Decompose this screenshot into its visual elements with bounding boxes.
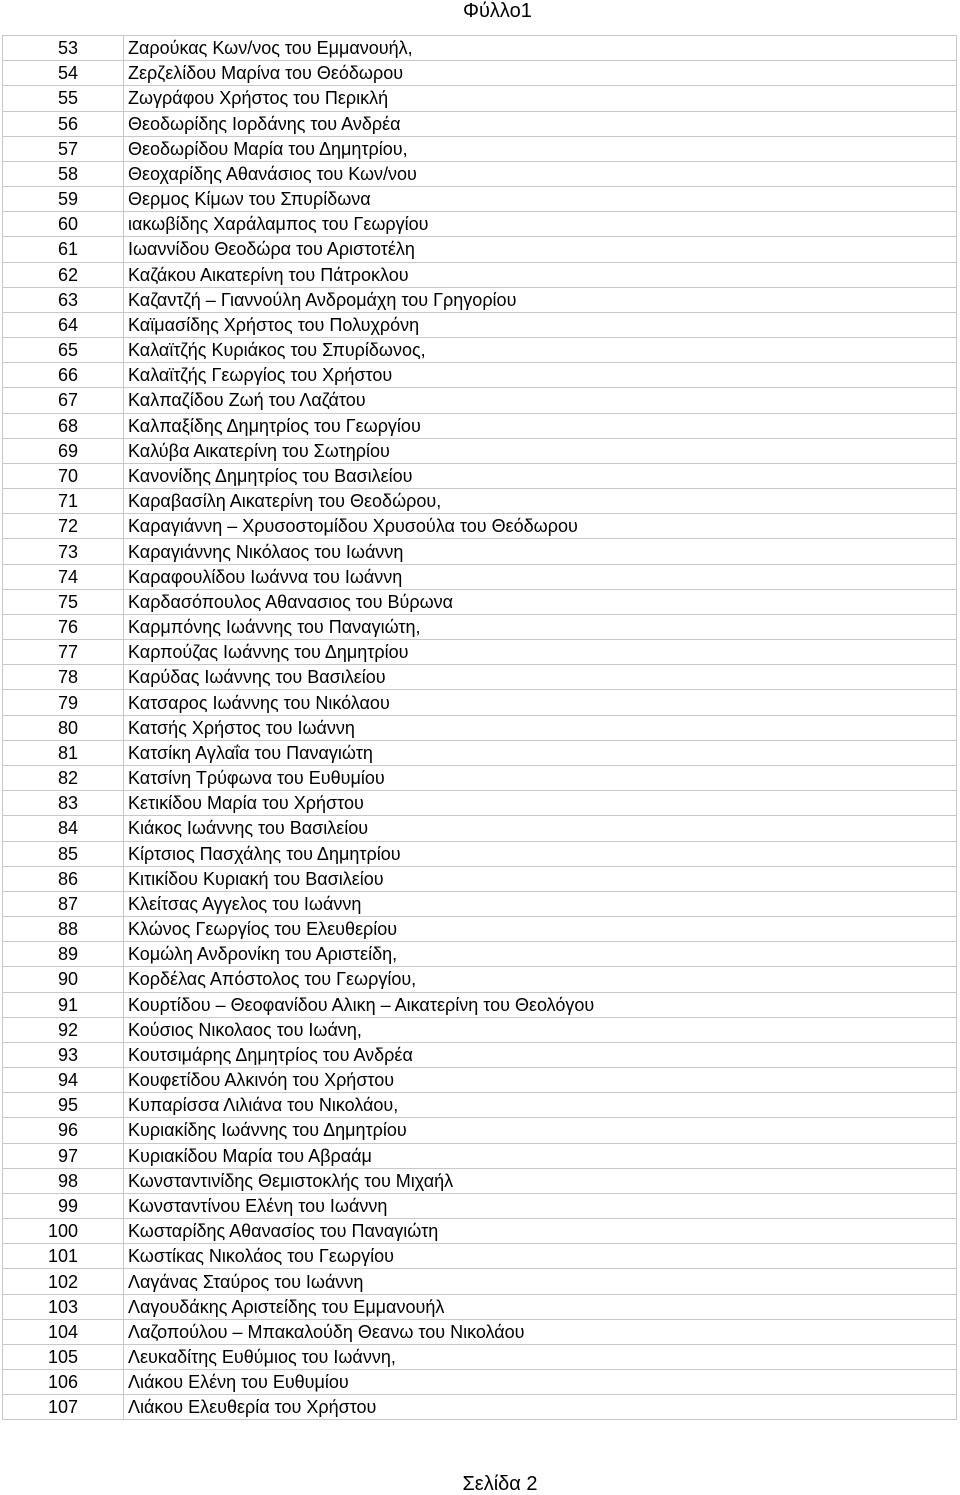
row-name-cell[interactable]: Καϊμασίδης Χρήστος του Πολυχρόνη (124, 312, 957, 337)
row-number-cell[interactable]: 63 (3, 287, 124, 312)
row-number-cell[interactable]: 69 (3, 438, 124, 463)
row-number-cell[interactable]: 84 (3, 816, 124, 841)
row-name-cell[interactable]: Καλύβα Αικατερίνη του Σωτηρίου (124, 438, 957, 463)
row-number-cell[interactable]: 83 (3, 791, 124, 816)
row-number-cell[interactable]: 99 (3, 1193, 124, 1218)
row-name-cell[interactable]: Καραβασίλη Αικατερίνη του Θεοδώρου, (124, 489, 957, 514)
row-name-cell[interactable]: Λιάκου Ελευθερία του Χρήστου (124, 1395, 957, 1420)
row-name-cell[interactable]: Ζαρούκας Κων/νος του Εμμανουήλ, (124, 36, 957, 61)
table-row (3, 136, 957, 161)
row-number-cell[interactable]: 82 (3, 765, 124, 790)
row-name-cell[interactable]: ιακωβίδης Χαράλαμπος του Γεωργίου (124, 212, 957, 237)
row-name-cell[interactable]: Κατσίκη Αγλαΐα του Παναγιώτη (124, 740, 957, 765)
row-number-cell[interactable]: 73 (3, 539, 124, 564)
row-name-cell[interactable]: Κλώνος Γεωργίος του Ελευθερίου (124, 917, 957, 942)
table-row (3, 740, 957, 765)
row-number-cell[interactable]: 76 (3, 614, 124, 639)
row-number-cell[interactable]: 70 (3, 463, 124, 488)
row-number-cell[interactable]: 93 (3, 1042, 124, 1067)
row-name-cell[interactable]: Καρδασόπουλος Αθανασιος του Βύρωνα (124, 589, 957, 614)
row-number-cell[interactable]: 66 (3, 363, 124, 388)
table-row (3, 791, 957, 816)
row-name-cell[interactable]: Καζάκου Αικατερίνη του Πάτροκλου (124, 262, 957, 287)
row-name-cell[interactable]: Κουφετίδου Αλκινόη του Χρήστου (124, 1068, 957, 1093)
table-row (3, 992, 957, 1017)
table-row (3, 111, 957, 136)
table-row (3, 1319, 957, 1344)
table-row (3, 1017, 957, 1042)
sheet-name: Φύλλο1 (463, 0, 532, 22)
row-number-cell[interactable]: 65 (3, 338, 124, 363)
row-number-cell[interactable]: 105 (3, 1344, 124, 1369)
row-name-cell[interactable]: Κομώλη Ανδρονίκη του Αριστείδη, (124, 942, 957, 967)
table-row (3, 413, 957, 438)
row-number-cell[interactable]: 103 (3, 1294, 124, 1319)
row-number-cell[interactable]: 94 (3, 1068, 124, 1093)
row-name-cell[interactable]: Καλπαξίδης Δημητρίος του Γεωργίου (124, 413, 957, 438)
table-row (3, 589, 957, 614)
row-number-cell[interactable]: 100 (3, 1219, 124, 1244)
row-number-cell[interactable]: 62 (3, 262, 124, 287)
table-row (3, 187, 957, 212)
table-row (3, 715, 957, 740)
table-row (3, 564, 957, 589)
row-name-cell[interactable]: Ιωαννίδου Θεοδώρα του Αριστοτέλη (124, 237, 957, 262)
row-name-cell[interactable]: Κουτσιμάρης Δημητρίος του Ανδρέα (124, 1042, 957, 1067)
row-number-cell[interactable]: 74 (3, 564, 124, 589)
table-row (3, 1143, 957, 1168)
table-row (3, 1193, 957, 1218)
row-number-cell[interactable]: 79 (3, 690, 124, 715)
row-name-cell[interactable]: Λαζοπούλου – Μπακαλούδη Θεανω του Νικολάου (124, 1319, 957, 1344)
row-number-cell[interactable]: 104 (3, 1319, 124, 1344)
table-row (3, 287, 957, 312)
row-name-cell[interactable]: Ζωγράφου Χρήστος του Περικλή (124, 86, 957, 111)
row-name-cell[interactable]: Θεοδωρίδης Ιορδάνης του Ανδρέα (124, 111, 957, 136)
table-row (3, 1395, 957, 1420)
row-number-cell[interactable]: 58 (3, 161, 124, 186)
row-number-cell[interactable]: 95 (3, 1093, 124, 1118)
row-name-cell[interactable]: Κιτικίδου Κυριακή του Βασιλείου (124, 866, 957, 891)
row-name-cell[interactable]: Κιάκος Ιωάννης του Βασιλείου (124, 816, 957, 841)
table-row (3, 514, 957, 539)
table-row (3, 61, 957, 86)
row-number-cell[interactable]: 89 (3, 942, 124, 967)
row-number-cell[interactable]: 81 (3, 740, 124, 765)
row-number-cell[interactable]: 59 (3, 187, 124, 212)
row-number-cell[interactable]: 106 (3, 1370, 124, 1395)
row-name-cell[interactable]: Κωστίκας Νικολάος του Γεωργίου (124, 1244, 957, 1269)
row-name-cell[interactable]: Κορδέλας Απόστολος του Γεωργίου, (124, 967, 957, 992)
table-row (3, 262, 957, 287)
table-row (3, 463, 957, 488)
row-name-cell[interactable]: Καρμπόνης Ιωάννης του Παναγιώτη, (124, 614, 957, 639)
row-name-cell[interactable]: Κουρτίδου – Θεοφανίδου Αλικη – Αικατερίνη του Θεολόγου (124, 992, 957, 1017)
row-number-cell[interactable]: 85 (3, 841, 124, 866)
table-row (3, 816, 957, 841)
row-number-cell[interactable]: 86 (3, 866, 124, 891)
table-row (3, 1042, 957, 1067)
row-number-cell[interactable]: 97 (3, 1143, 124, 1168)
table-row (3, 161, 957, 186)
row-name-cell[interactable]: Ζερζελίδου Μαρίνα του Θεόδωρου (124, 61, 957, 86)
row-name-cell[interactable]: Κούσιος Νικολαος του Ιωάνη, (124, 1017, 957, 1042)
row-name-cell[interactable]: Κατσής Χρήστος του Ιωάννη (124, 715, 957, 740)
table-row (3, 967, 957, 992)
row-number-cell[interactable]: 75 (3, 589, 124, 614)
row-name-cell[interactable]: Θεοδωρίδου Μαρία του Δημητρίου, (124, 136, 957, 161)
table-row (3, 942, 957, 967)
row-name-cell[interactable]: Καραγιάννη – Χρυσοστομίδου Χρυσούλα του Θεόδωρου (124, 514, 957, 539)
row-number-cell[interactable]: 78 (3, 665, 124, 690)
row-name-cell[interactable]: Κυπαρίσσα Λιλιάνα του Νικολάου, (124, 1093, 957, 1118)
table-row (3, 765, 957, 790)
row-name-cell[interactable]: Καρύδας Ιωάννης του Βασιλείου (124, 665, 957, 690)
row-number-cell[interactable]: 54 (3, 61, 124, 86)
row-number-cell[interactable]: 60 (3, 212, 124, 237)
row-number-cell[interactable]: 56 (3, 111, 124, 136)
row-name-cell[interactable]: Καλαϊτζής Γεωργίος του Χρήστου (124, 363, 957, 388)
row-name-cell[interactable]: Κυριακίδου Μαρία του Αβραάμ (124, 1143, 957, 1168)
table-row (3, 1093, 957, 1118)
table-row (3, 312, 957, 337)
row-number-cell[interactable]: 77 (3, 640, 124, 665)
row-name-cell[interactable]: Λιάκου Ελένη του Ευθυμίου (124, 1370, 957, 1395)
row-number-cell[interactable]: 71 (3, 489, 124, 514)
row-number-cell[interactable]: 64 (3, 312, 124, 337)
row-name-cell[interactable]: Λαγουδάκης Αριστείδης του Εμμανουήλ (124, 1294, 957, 1319)
table-row (3, 1244, 957, 1269)
table-row (3, 841, 957, 866)
table-row (3, 690, 957, 715)
row-name-cell[interactable]: Καρπούζας Ιωάννης του Δημητρίου (124, 640, 957, 665)
names-table-body (3, 36, 957, 1420)
row-name-cell[interactable]: Κετικίδου Μαρία του Χρήστου (124, 791, 957, 816)
row-name-cell[interactable]: Καλπαζίδου Ζωή του Λαζάτου (124, 388, 957, 413)
row-name-cell[interactable]: Λαγάνας Σταύρος του Ιωάννη (124, 1269, 957, 1294)
row-name-cell[interactable]: Κατσίνη Τρύφωνα του Ευθυμίου (124, 765, 957, 790)
table-row (3, 36, 957, 61)
row-number-cell[interactable]: 72 (3, 514, 124, 539)
row-name-cell[interactable]: Καραφουλίδου Ιωάννα του Ιωάννη (124, 564, 957, 589)
row-name-cell[interactable]: Κίρτσιος Πασχάλης του Δημητρίου (124, 841, 957, 866)
row-number-cell[interactable]: 67 (3, 388, 124, 413)
table-row (3, 1068, 957, 1093)
row-name-cell[interactable]: Καλαϊτζής Κυριάκος του Σπυρίδωνος, (124, 338, 957, 363)
table-row (3, 1168, 957, 1193)
table-row (3, 1219, 957, 1244)
table-row (3, 1294, 957, 1319)
table-row (3, 489, 957, 514)
row-number-cell[interactable]: 55 (3, 86, 124, 111)
row-name-cell[interactable]: Κλείτσας Αγγελος του Ιωάννη (124, 891, 957, 916)
row-number-cell[interactable]: 61 (3, 237, 124, 262)
names-table (2, 35, 957, 1420)
table-row (3, 86, 957, 111)
row-number-cell[interactable]: 91 (3, 992, 124, 1017)
row-number-cell[interactable]: 57 (3, 136, 124, 161)
row-number-cell[interactable]: 80 (3, 715, 124, 740)
table-row (3, 1269, 957, 1294)
row-name-cell[interactable]: Κωνσταντινίδης Θεμιστοκλής του Μιχαήλ (124, 1168, 957, 1193)
row-name-cell[interactable]: Θεοχαρίδης Αθανάσιος του Κων/νου (124, 161, 957, 186)
row-name-cell[interactable]: Κυριακίδης Ιωάννης του Δημητρίου (124, 1118, 957, 1143)
table-row (3, 614, 957, 639)
row-number-cell[interactable]: 107 (3, 1395, 124, 1420)
row-name-cell[interactable]: Κωνσταντίνου Ελένη του Ιωάννη (124, 1193, 957, 1218)
table-row (3, 1370, 957, 1395)
row-number-cell[interactable]: 90 (3, 967, 124, 992)
table-row (3, 917, 957, 942)
row-number-cell[interactable]: 96 (3, 1118, 124, 1143)
table-row (3, 212, 957, 237)
table-row (3, 438, 957, 463)
row-name-cell[interactable]: Καζαντζή – Γιαννούλη Ανδρομάχη του Γρηγορίου (124, 287, 957, 312)
row-name-cell[interactable]: Καραγιάννης Νικόλαος του Ιωάννη (124, 539, 957, 564)
row-number-cell[interactable]: 101 (3, 1244, 124, 1269)
row-number-cell[interactable]: 102 (3, 1269, 124, 1294)
table-row (3, 237, 957, 262)
table-row (3, 866, 957, 891)
row-name-cell[interactable]: Λευκαδίτης Ευθύμιος του Ιωάννη, (124, 1344, 957, 1369)
row-name-cell[interactable]: Κατσαρος Ιωάννης του Νικόλαου (124, 690, 957, 715)
row-number-cell[interactable]: 92 (3, 1017, 124, 1042)
table-row (3, 363, 957, 388)
table-row (3, 388, 957, 413)
row-number-cell[interactable]: 88 (3, 917, 124, 942)
table-row (3, 1118, 957, 1143)
table-row (3, 640, 957, 665)
row-number-cell[interactable]: 98 (3, 1168, 124, 1193)
row-number-cell[interactable]: 68 (3, 413, 124, 438)
row-number-cell[interactable]: 87 (3, 891, 124, 916)
row-name-cell[interactable]: Θερμος Κίμων του Σπυρίδωνα (124, 187, 957, 212)
page-number: Σελίδα 2 (462, 1473, 538, 1495)
table-row (3, 665, 957, 690)
row-name-cell[interactable]: Κανονίδης Δημητρίος του Βασιλείου (124, 463, 957, 488)
table-row (3, 539, 957, 564)
table-row (3, 1344, 957, 1369)
table-row (3, 338, 957, 363)
row-name-cell[interactable]: Κωσταρίδης Αθανασίος του Παναγιώτη (124, 1219, 957, 1244)
row-number-cell[interactable]: 53 (3, 36, 124, 61)
table-row (3, 891, 957, 916)
